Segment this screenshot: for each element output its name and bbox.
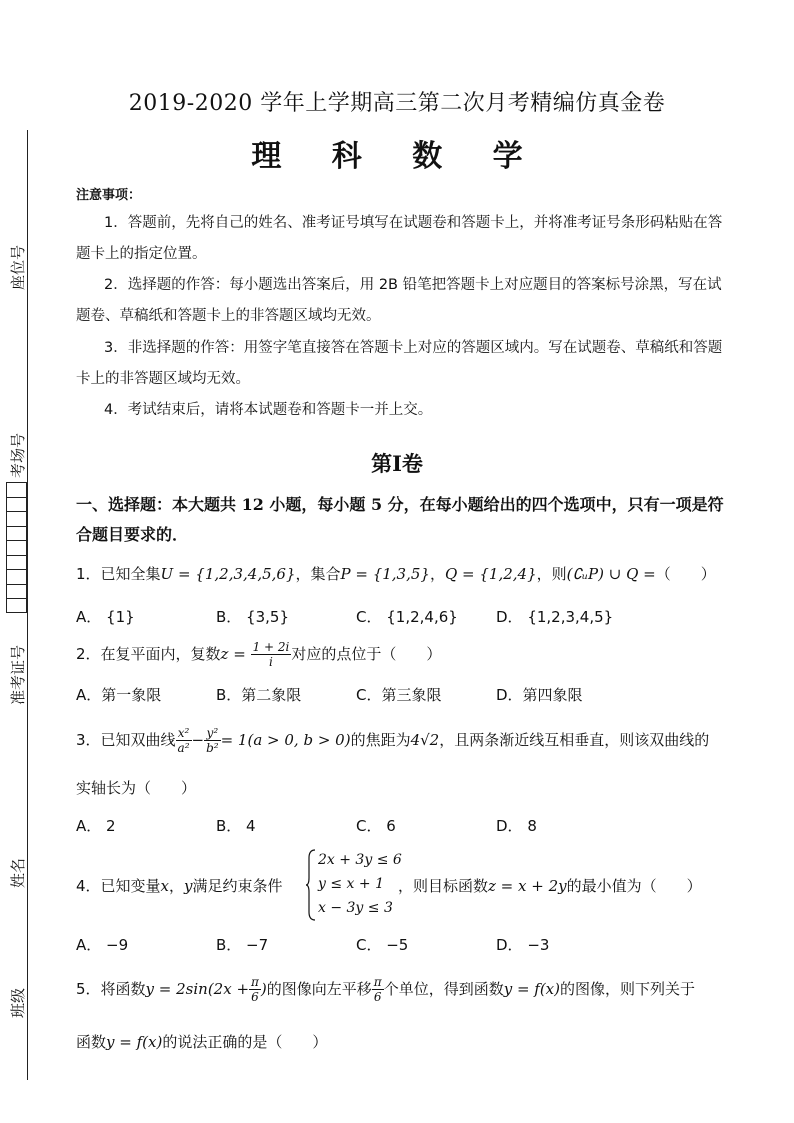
constraint-2: y ≤ x + 1 [318, 876, 384, 892]
q2-option-b: B．第二象限 [216, 686, 302, 704]
fraction: $\frac{\pi}{6}$ [373, 975, 382, 1004]
question-2: 2．在复平面内，复数z = $\frac{1 + 2i}{i}$ 对应的点位于（ ） [76, 640, 442, 669]
class-label: 班级 [9, 987, 27, 1018]
question-1: 1．已知全集U = {1,2,3,4,5,6}，集合P = {1,3,5}，Q = {1,2,4}，则(∁ᵤP) ∪ Q =（ ） [76, 565, 716, 583]
fraction: $\frac{\text{y²}}{\text{b²}}$ [206, 726, 219, 755]
q1-option-d: D． {1,2,3,4,5} [496, 608, 614, 626]
question-3-line2: 实轴长为（ ） [76, 779, 197, 797]
name-label: 姓名 [9, 857, 27, 888]
question-5-line2: 函数y = f(x)的说法正确的是（ ） [76, 1033, 328, 1051]
note-item: 4．考试结束后，请将本试题卷和答题卡一并上交。 [104, 402, 433, 418]
subject-title: 理 科 数 学 [251, 139, 543, 174]
seat-number-label: 座位号 [9, 244, 27, 290]
q4-option-b: B． −7 [216, 936, 269, 954]
part-heading: 一、选择题：本大题共 12 小题，每小题 5 分，在每小题给出的四个选项中，只有一项是符合题目要求的． [76, 495, 724, 544]
question-3: 3．已知双曲线 $\frac{\text{x²}}{\text{a²}}$ − $\frac{\text{y²}}{\text{b²}}$ = 1(a > 0, b > 0)的焦距为4√2，且两条渐近线互相垂直，则该双曲线的 [76, 726, 710, 755]
q3-option-c: C． 6 [356, 817, 396, 835]
admission-number-label: 准考证号 [9, 644, 27, 705]
q2-option-d: D．第四象限 [496, 686, 583, 704]
q3-option-a: A． 2 [76, 817, 116, 835]
q1-option-b: B． {3,5} [216, 608, 290, 626]
section-title: 第Ⅰ卷 [371, 451, 423, 476]
constraint-1: 2x + 3y ≤ 6 [318, 852, 402, 868]
q1-option-a: A． {1} [76, 608, 135, 626]
fraction: $\frac{\pi}{6}$ [251, 975, 259, 1004]
note-item: 2．选择题的作答：每小题选出答案后，用 2B 铅笔把答题卡上对应题目的答案标号涂黑，写在试题卷、草稿纸和答题卡上的非答题区域均无效。 [76, 277, 722, 324]
exam-room-label: 考场号 [9, 432, 27, 478]
admission-number-boxes [6, 482, 27, 613]
q4-option-a: A． −9 [76, 936, 129, 954]
q4-option-c: C． −5 [356, 936, 409, 954]
note-item: 1．答题前，先将自己的姓名、准考证号填写在试题卷和答题卡上，并将准考证号条形码粘贴在答题卡上的指定位置。 [76, 215, 723, 262]
notes-heading: 注意事项： [76, 188, 142, 203]
fraction: $\frac{1 + 2i}{i}$ [252, 640, 290, 669]
note-item: 3．非选择题的作答：用签字笔直接答在答题卡上对应的答题区域内。写在试题卷、草稿纸和答题卡上的非答题区域均无效。 [76, 340, 723, 387]
q3-option-d: D． 8 [496, 817, 537, 835]
exam-title: 2019-2020 学年上学期高三第二次月考精编仿真金卷 [128, 91, 666, 116]
constraint-brace [305, 848, 317, 922]
fraction: $\frac{\text{x²}}{\text{a²}}$ [177, 726, 190, 755]
constraint-3: x − 3y ≤ 3 [318, 900, 393, 916]
constraint-system [318, 848, 408, 920]
q2-option-c: C．第三象限 [356, 686, 442, 704]
question-4-suffix: ，则目标函数z = x + 2y的最小值为（ ） [398, 877, 702, 895]
question-5: 5．将函数y = 2sin(2x + $\frac{\pi}{6}$ )的图像向左平移 $\frac{\pi}{6}$ 个单位，得到函数y = f(x)的图像，则下列关于 [76, 975, 696, 1004]
q1-option-c: C． {1,2,4,6} [356, 608, 458, 626]
q3-option-b: B． 4 [216, 817, 256, 835]
binding-line [27, 130, 28, 1080]
q2-option-a: A．第一象限 [76, 686, 162, 704]
question-4-prefix: 4．已知变量x，y满足约束条件 [76, 877, 283, 895]
q4-option-d: D． −3 [496, 936, 550, 954]
